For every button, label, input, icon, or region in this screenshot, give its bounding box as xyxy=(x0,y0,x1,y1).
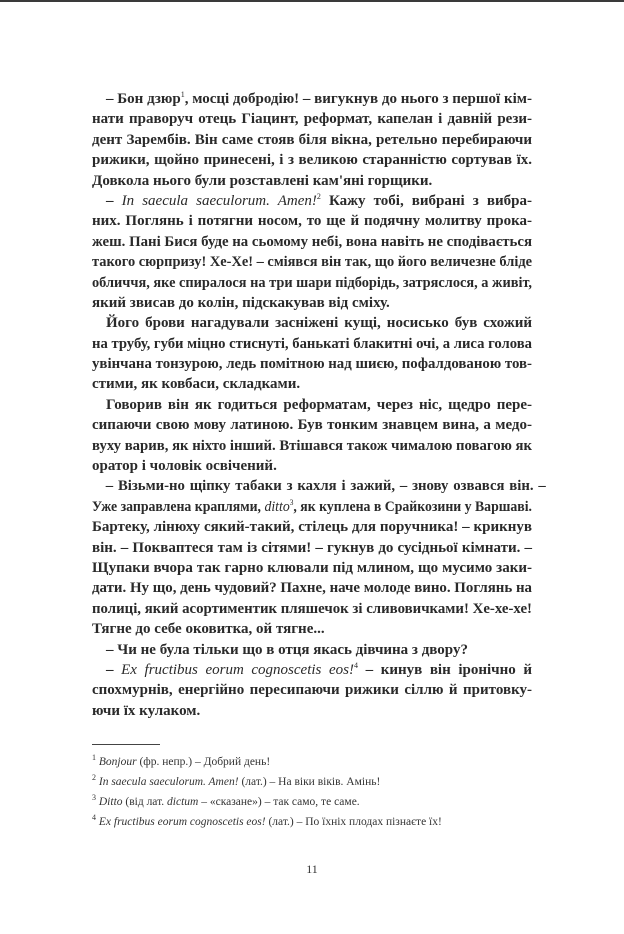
text-run: нати праворуч отець Гіацинт, реформат, капелан і давній рези- xyxy=(92,111,532,128)
text-line xyxy=(92,497,532,517)
text-line xyxy=(92,395,532,415)
footnote xyxy=(92,752,552,772)
text-run: (лат.) – По їхніх плодах пізнаєте їх! xyxy=(265,816,442,828)
footnote-ref: 4 xyxy=(92,813,96,823)
text-line xyxy=(92,211,532,231)
text-run: полиці, який асортиментик пляшечок зі сливовичками! Хе-хе-хе! xyxy=(92,600,532,617)
text-line xyxy=(92,680,532,700)
text-run: Уже заправлена краплями, xyxy=(92,498,265,515)
footnote xyxy=(92,812,552,832)
text-line xyxy=(92,476,546,496)
text-line xyxy=(92,252,532,272)
text-run: – xyxy=(106,192,122,209)
text-run: Щупаки вчора так гарно клювали під млином, що мусимо заки- xyxy=(92,559,532,576)
text-line xyxy=(92,456,532,476)
text-run: оратор і чоловік освічений. xyxy=(92,458,277,475)
text-line xyxy=(92,313,532,333)
text-line xyxy=(92,599,532,619)
text-run: – xyxy=(106,661,122,678)
text-run: , мосці добродію! – вигукнув до нього з першої кім- xyxy=(184,91,533,107)
text-run: спохмурнів, енергійно пересипаючи рижики сіллю й притовку- xyxy=(92,682,532,699)
footnote-ref: 4 xyxy=(353,660,358,670)
text-run: Тягне до себе оковитка, ой тягне... xyxy=(92,621,325,638)
italic-text: Ditto xyxy=(98,796,123,808)
text-line xyxy=(92,619,532,639)
text-run: – Чи не була тільки що в отця якась дівчина з двору? xyxy=(106,641,468,658)
body-text xyxy=(92,89,546,721)
text-line xyxy=(92,191,532,211)
text-line xyxy=(92,130,532,150)
footnote xyxy=(92,792,552,812)
text-run: Говорив він як годиться реформатам, через ніс, щедро пере- xyxy=(106,396,532,413)
text-run: ючи їх кулаком. xyxy=(92,702,201,719)
text-line xyxy=(92,436,532,456)
text-run: Довкола нього були розставлені кам'яні горщики. xyxy=(92,172,433,189)
text-run: (від лат. xyxy=(122,796,168,808)
text-line xyxy=(92,109,532,129)
text-line xyxy=(92,354,532,374)
text-line xyxy=(92,558,532,578)
text-run: – Візьми-но щіпку табаки з кахля і зажий, – знову озвався він. – xyxy=(105,478,546,495)
text-line xyxy=(92,517,532,537)
footnote-ref: 3 xyxy=(92,793,96,803)
text-run: Кажу тобі, вибрані з вибра- xyxy=(320,192,533,209)
text-line xyxy=(92,374,532,394)
text-line xyxy=(92,89,532,109)
text-run: жеш. Пані Бися буде на сьомому небі, вона навіть не сподівається xyxy=(92,233,532,250)
footnote-ref: 1 xyxy=(180,90,185,99)
italic-text: In saecula saeculorum. Amen! xyxy=(98,776,239,788)
text-run: стими, як ковбаси, складками. xyxy=(92,376,301,393)
text-run: Бартеку, лінюху сякий-такий, стілець для поручника! – крикнув xyxy=(92,519,532,536)
footnote-ref: 2 xyxy=(92,773,96,783)
page-number: 11 xyxy=(306,862,318,876)
footnote-ref: 2 xyxy=(316,191,321,201)
italic-text: Ex fructibus eorum cognoscetis eos! xyxy=(98,816,266,828)
text-line xyxy=(92,660,532,680)
footnotes xyxy=(92,752,552,832)
text-line xyxy=(92,171,532,191)
text-run: на трубу, губи міцно стиснуті, банькаті блакитні очі, а лиса голова xyxy=(92,335,532,352)
text-run: , як куплена в Срайкозини у Варшаві. xyxy=(293,498,532,515)
text-run: такого сюрпризу! Хе-Хе! – сміявся він так, що його величезне бліде xyxy=(92,254,532,271)
text-run: – «сказане») – так само, те саме. xyxy=(198,796,360,808)
text-line xyxy=(92,232,532,252)
text-run: він. – Поквaптеся там із сітями! – гукнув до сусідньої кімнати. – xyxy=(92,539,532,556)
footnote-ref: 3 xyxy=(289,497,294,507)
text-run: дент Зарембів. Він саме стояв біля вікна, ретельно перебираючи xyxy=(92,131,532,148)
text-run: дати. Ну що, день чудовий? Пахне, наче молоде вино. Поглянь на xyxy=(92,580,532,597)
text-line xyxy=(92,415,532,435)
footnote-divider xyxy=(92,744,160,745)
text-line xyxy=(92,640,532,660)
text-line xyxy=(92,334,532,354)
italic-text: dictum xyxy=(167,796,199,808)
italic-text: Bonjour xyxy=(98,756,137,768)
italic-text: ditto xyxy=(264,498,290,515)
text-run: обличчя, яке спиралося на три шари підборідь, затряслося, а живіт, xyxy=(92,274,532,291)
text-run: який звисав до колін, підскакував від сміху. xyxy=(92,294,390,311)
text-run: рижики, щойно принесені, і з великою старанністю сортував їх. xyxy=(92,152,532,169)
text-run: – Бон дзюр xyxy=(106,91,181,107)
text-line xyxy=(92,578,532,598)
text-run: Його брови нагадували засніжені кущі, носисько був схожий xyxy=(106,315,532,332)
text-line xyxy=(92,293,532,313)
text-run: (фр. непр.) – Добрий день! xyxy=(136,756,271,768)
text-line xyxy=(92,701,532,721)
footnote xyxy=(92,772,552,792)
text-run: увінчана тонзурою, ледь помітною над шиєю, пофалдованою тов- xyxy=(92,356,532,373)
italic-text: In saecula saeculorum. Amen! xyxy=(121,192,317,209)
text-line xyxy=(92,273,532,293)
text-run: – кинув він іронічно й xyxy=(357,661,532,678)
text-run: (лат.) – На віки віків. Амінь! xyxy=(238,776,381,788)
text-run: сипаючи свою мову латиною. Був тонким знавцем вина, а медо- xyxy=(92,417,532,434)
footnote-ref: 1 xyxy=(92,753,96,763)
text-line xyxy=(92,150,532,170)
text-line xyxy=(92,538,532,558)
text-run: вуху варив, як ніхто інший. Втішався також чималою повагою як xyxy=(92,437,532,454)
italic-text: Ex fructibus eorum cognoscetis eos! xyxy=(121,661,354,678)
text-run: них. Поглянь і потягни носом, то ще й подячну молитву прока- xyxy=(92,213,532,230)
